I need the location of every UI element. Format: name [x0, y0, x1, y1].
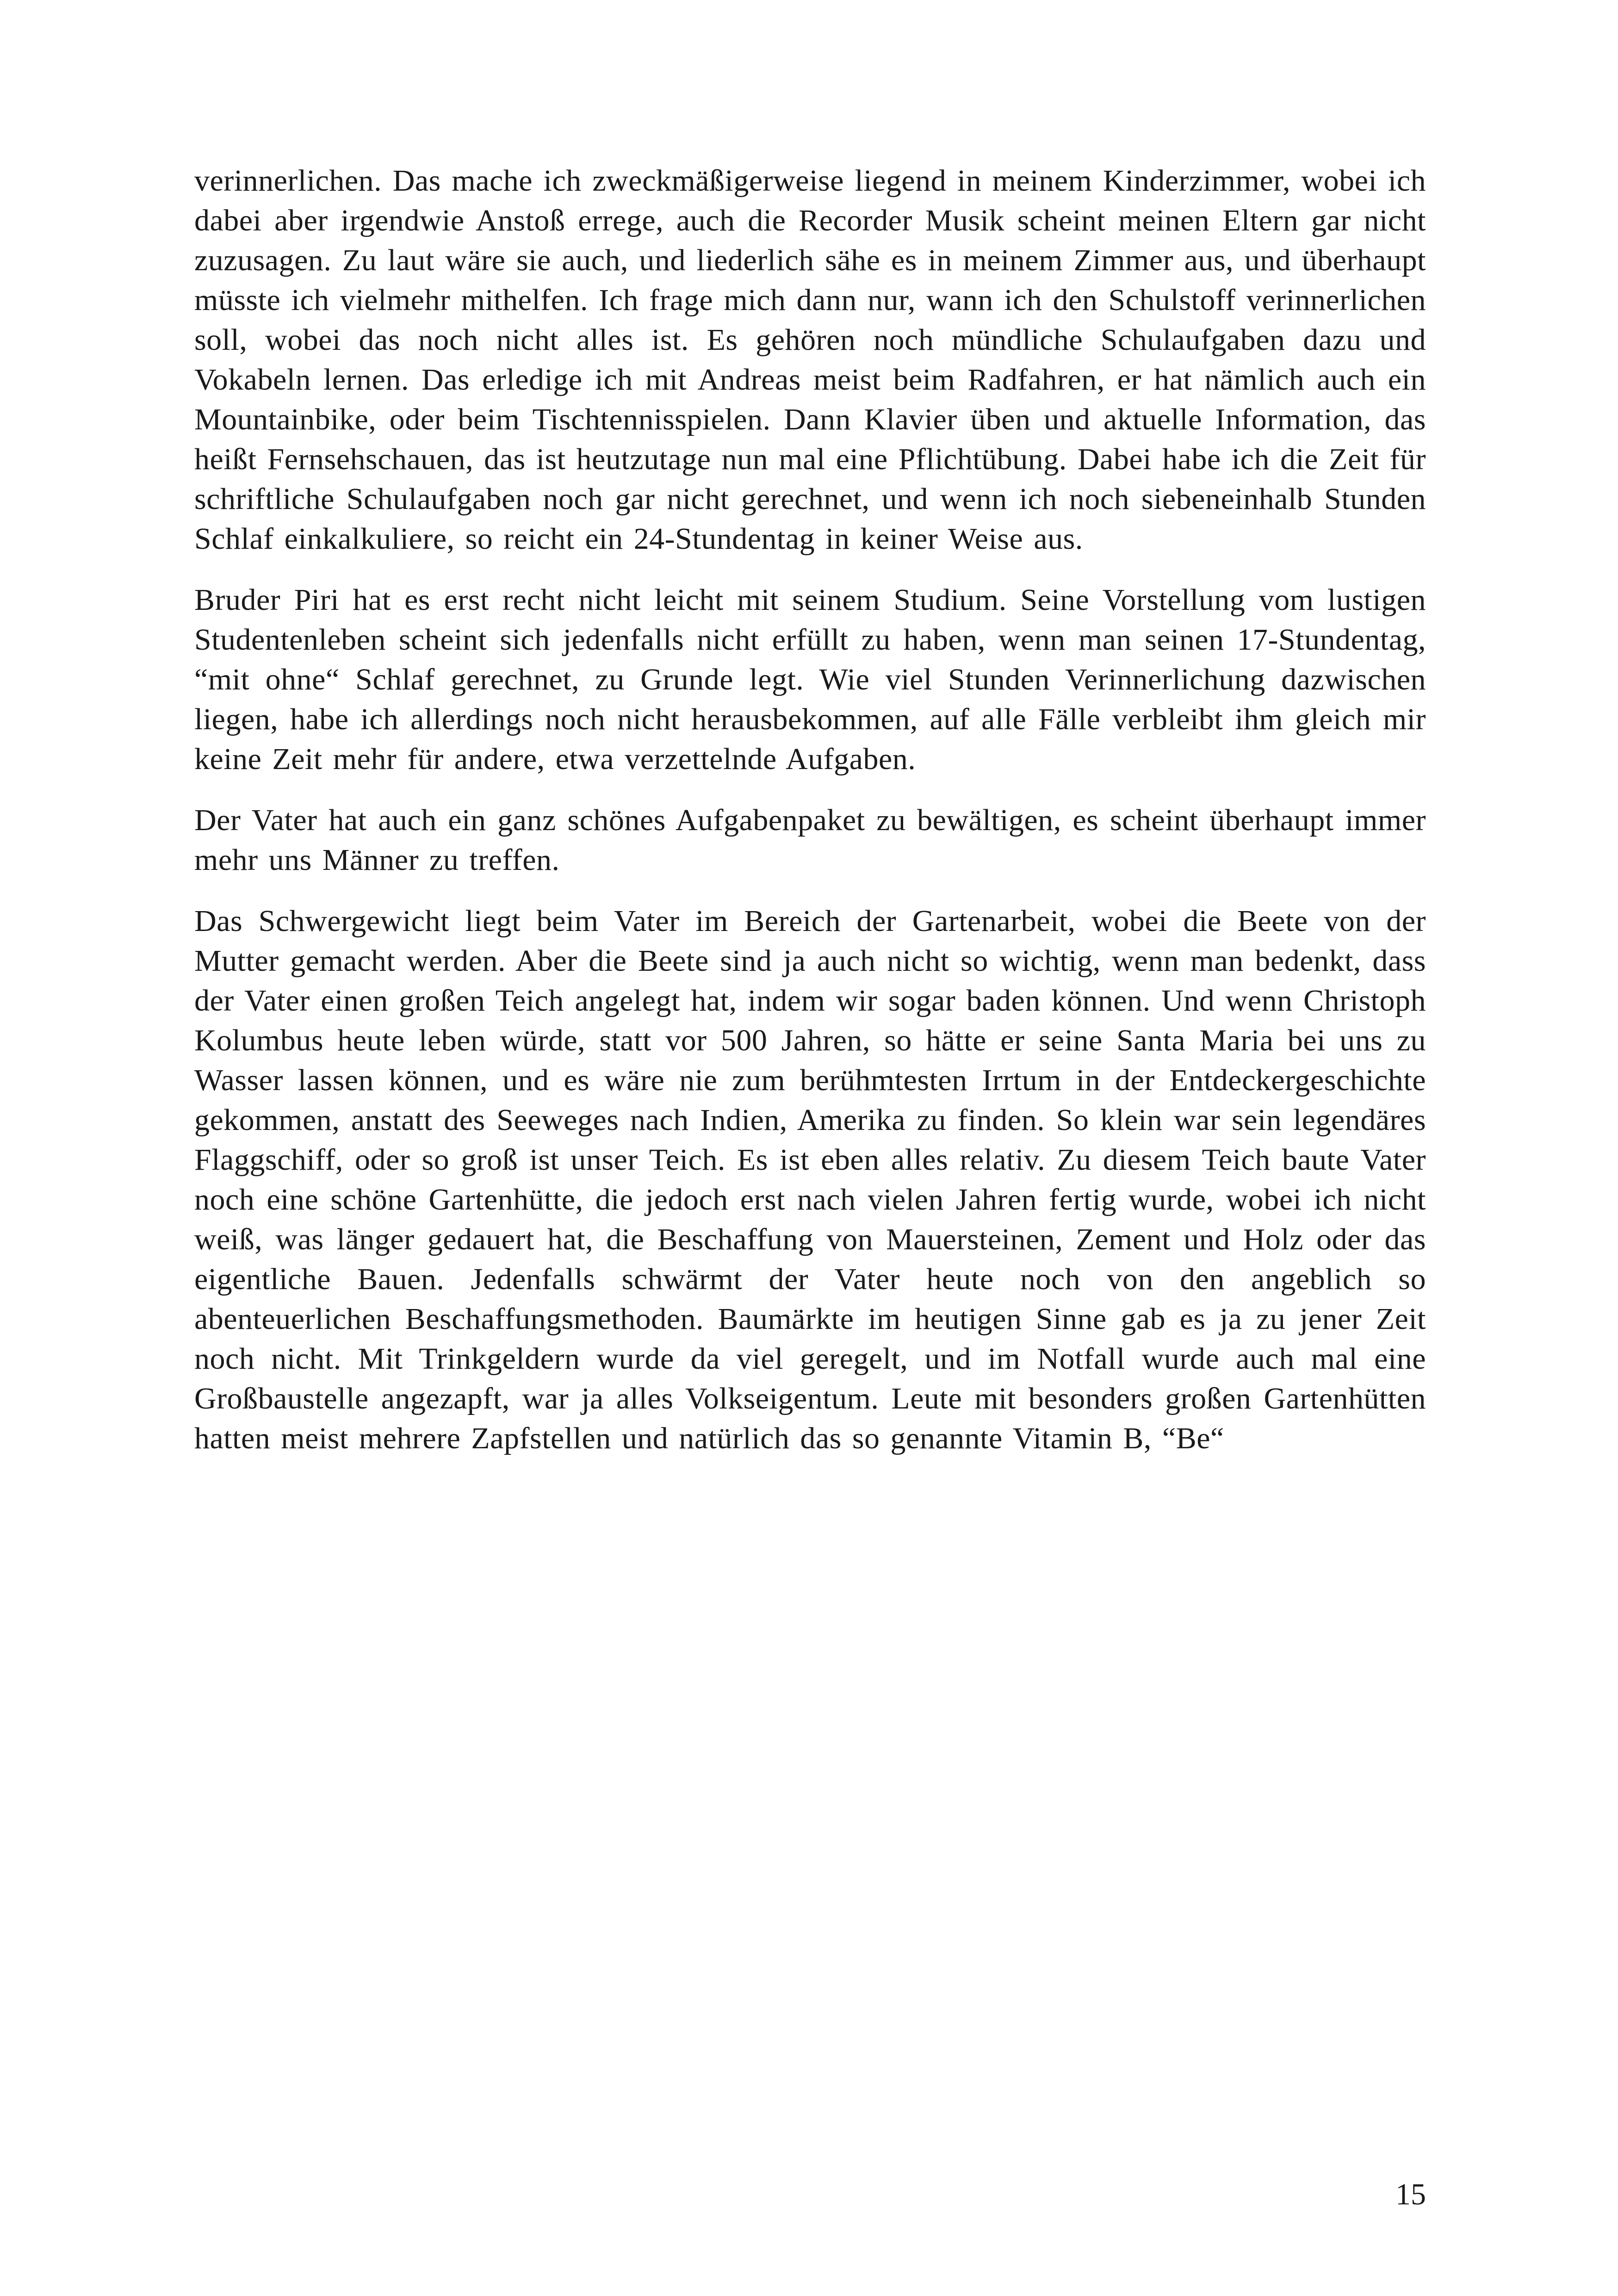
paragraph: Das Schwergewicht liegt beim Vater im Bereich der Gartenarbeit, wobei die Beete von der Mutter gemacht werden. Aber die Beete sind ja auch nicht so wichtig, wenn man bedenkt, dass der Vater einen großen Teich angelegt hat, indem wir sogar baden können. Und wenn Christoph Kolumbus heute leben würde, statt vor 500 Jahren, so hätte er seine Santa Maria bei uns zu Wasser lassen können, und es wäre nie zum berühmtesten Irrtum in der Entdeckergeschichte gekommen, anstatt des Seeweges nach Indien, Amerika zu finden. So klein war sein legendäres Flaggschiff, oder so groß ist unser Teich. Es ist eben alles relativ. Zu diesem Teich baute Vater noch eine schöne Gartenhütte, die jedoch erst nach vielen Jahren fertig wurde, wobei ich nicht weiß, was länger gedauert hat, die Beschaffung von Mauersteinen, Zement und Holz oder das eigentliche Bauen. Jedenfalls schwärmt der Vater heute noch von den angeblich so abenteuerlichen Beschaffungsmethoden. Baumärkte im heutigen Sinne gab es ja zu jener Zeit noch nicht. Mit Trinkgeldern wurde da viel geregelt, und im Notfall wurde auch mal eine Großbaustelle angezapft, war ja alles Volkseigentum. Leute mit besonders großen Gartenhütten hatten meist mehrere Zapfstellen und natürlich das so genannte Vitamin B, “Be“	[194, 904, 1426, 1455]
page-body-text	[194, 161, 1426, 1480]
paragraph: Bruder Piri hat es erst recht nicht leicht mit seinem Studium. Seine Vorstellung vom lustigen Studentenleben scheint sich jedenfalls nicht erfüllt zu haben, wenn man seinen 17-Stundentag, “mit ohne“ Schlaf gerechnet, zu Grunde legt. Wie viel Stunden Verinnerlichung dazwischen liegen, habe ich allerdings noch nicht herausbekommen, auf alle Fälle verbleibt ihm gleich mir keine Zeit mehr für andere, etwa verzettelnde Aufgaben.	[194, 583, 1426, 776]
paragraph: verinnerlichen. Das mache ich zweckmäßigerweise liegend in meinem Kinderzimmer, wobei ich dabei aber irgendwie Anstoß errege, auch die Recorder Musik scheint meinen Eltern gar nicht zuzusagen. Zu laut wäre sie auch, und liederlich sähe es in meinem Zimmer aus, und überhaupt müsste ich vielmehr mithelfen. Ich frage mich dann nur, wann ich den Schulstoff verinnerlichen soll, wobei das noch nicht alles ist. Es gehören noch mündliche Schulaufgaben dazu und Vokabeln lernen. Das erledige ich mit Andreas meist beim Radfahren, er hat nämlich auch ein Mountainbike, oder beim Tischtennisspielen. Dann Klavier üben und aktuelle Information, das heißt Fernsehschauen, das ist heutzutage nun mal eine Pflichtübung. Dabei habe ich die Zeit für schriftliche Schulaufgaben noch gar nicht gerechnet, und wenn ich noch siebeneinhalb Stunden Schlaf einkalkuliere, so reicht ein 24-Stundentag in keiner Weise aus.	[194, 164, 1426, 556]
page-number: 15	[1395, 2178, 1426, 2211]
paragraph: Der Vater hat auch ein ganz schönes Aufgabenpaket zu bewältigen, es scheint überhaupt immer mehr uns Männer zu treffen.	[194, 803, 1426, 877]
